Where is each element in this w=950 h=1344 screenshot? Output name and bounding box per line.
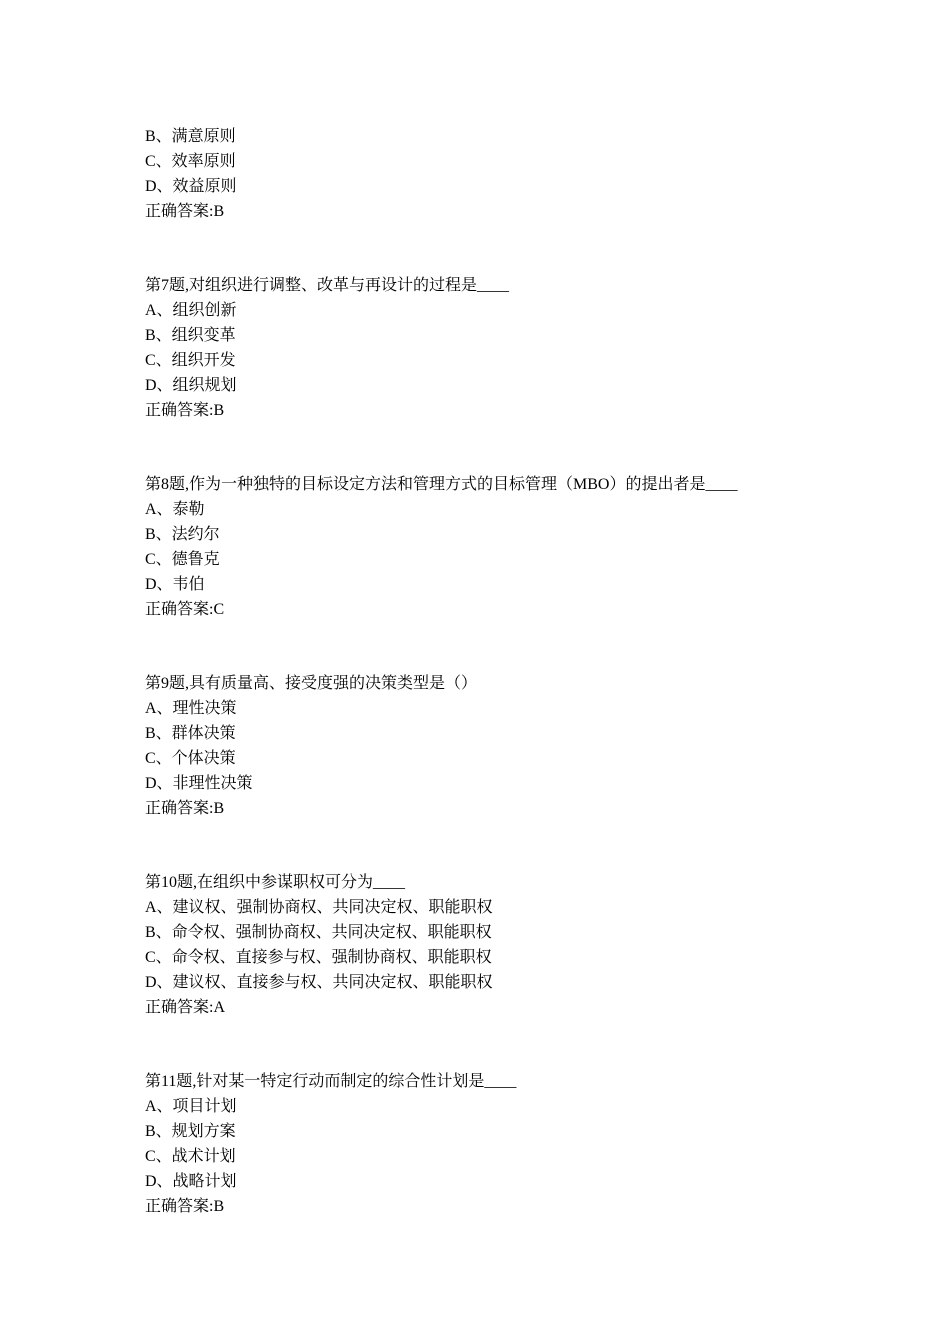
option-text: C、效率原则: [145, 153, 236, 170]
question-stem: 第7题,对组织进行调整、改革与再设计的过程是____: [145, 277, 510, 294]
option-text: C、个体决策: [145, 750, 236, 767]
option-text: C、命令权、直接参与权、强制协商权、职能职权: [145, 949, 492, 966]
question-block-9: [145, 671, 865, 821]
option-text: D、战略计划: [145, 1173, 237, 1190]
option-text: B、组织变革: [145, 327, 236, 344]
option-text: C、战术计划: [145, 1148, 236, 1165]
option-text: D、效益原则: [145, 178, 237, 195]
answer-text: 正确答案:C: [145, 601, 225, 618]
option-text: A、组织创新: [145, 302, 237, 319]
answer-text: 正确答案:B: [145, 203, 225, 220]
question-stem: 第9题,具有质量高、接受度强的决策类型是（）: [145, 675, 478, 692]
option-text: B、规划方案: [145, 1123, 236, 1140]
document-body: [145, 124, 865, 1219]
option-text: D、韦伯: [145, 576, 205, 593]
block-spacer: [145, 423, 865, 472]
question-block-10: [145, 870, 865, 1020]
question-block-7: [145, 273, 865, 423]
option-text: A、理性决策: [145, 700, 237, 717]
option-text: C、德鲁克: [145, 551, 220, 568]
option-text: A、建议权、强制协商权、共同决定权、职能职权: [145, 899, 493, 916]
question-stem: 第11题,针对某一特定行动而制定的综合性计划是____: [145, 1073, 517, 1090]
answer-text: 正确答案:B: [145, 800, 225, 817]
option-text: D、建议权、直接参与权、共同决定权、职能职权: [145, 974, 493, 991]
block-spacer: [145, 622, 865, 671]
option-text: A、项目计划: [145, 1098, 237, 1115]
answer-text: 正确答案:B: [145, 402, 225, 419]
block-spacer: [145, 1020, 865, 1069]
option-text: D、非理性决策: [145, 775, 253, 792]
question-block-11: [145, 1069, 865, 1219]
answer-text: 正确答案:B: [145, 1198, 225, 1215]
option-text: B、法约尔: [145, 526, 220, 543]
option-text: B、命令权、强制协商权、共同决定权、职能职权: [145, 924, 492, 941]
option-text: C、组织开发: [145, 352, 236, 369]
option-text: D、组织规划: [145, 377, 237, 394]
question-stem: 第10题,在组织中参谋职权可分为____: [145, 874, 406, 891]
block-spacer: [145, 821, 865, 870]
block-spacer: [145, 224, 865, 273]
question-stem: 第8题,作为一种独特的目标设定方法和管理方式的目标管理（MBO）的提出者是____: [145, 476, 738, 493]
question-block-8: [145, 472, 865, 622]
question-block-partial: [145, 124, 865, 224]
option-text: A、泰勒: [145, 501, 205, 518]
option-text: B、满意原则: [145, 128, 236, 145]
option-text: B、群体决策: [145, 725, 236, 742]
answer-text: 正确答案:A: [145, 999, 226, 1016]
